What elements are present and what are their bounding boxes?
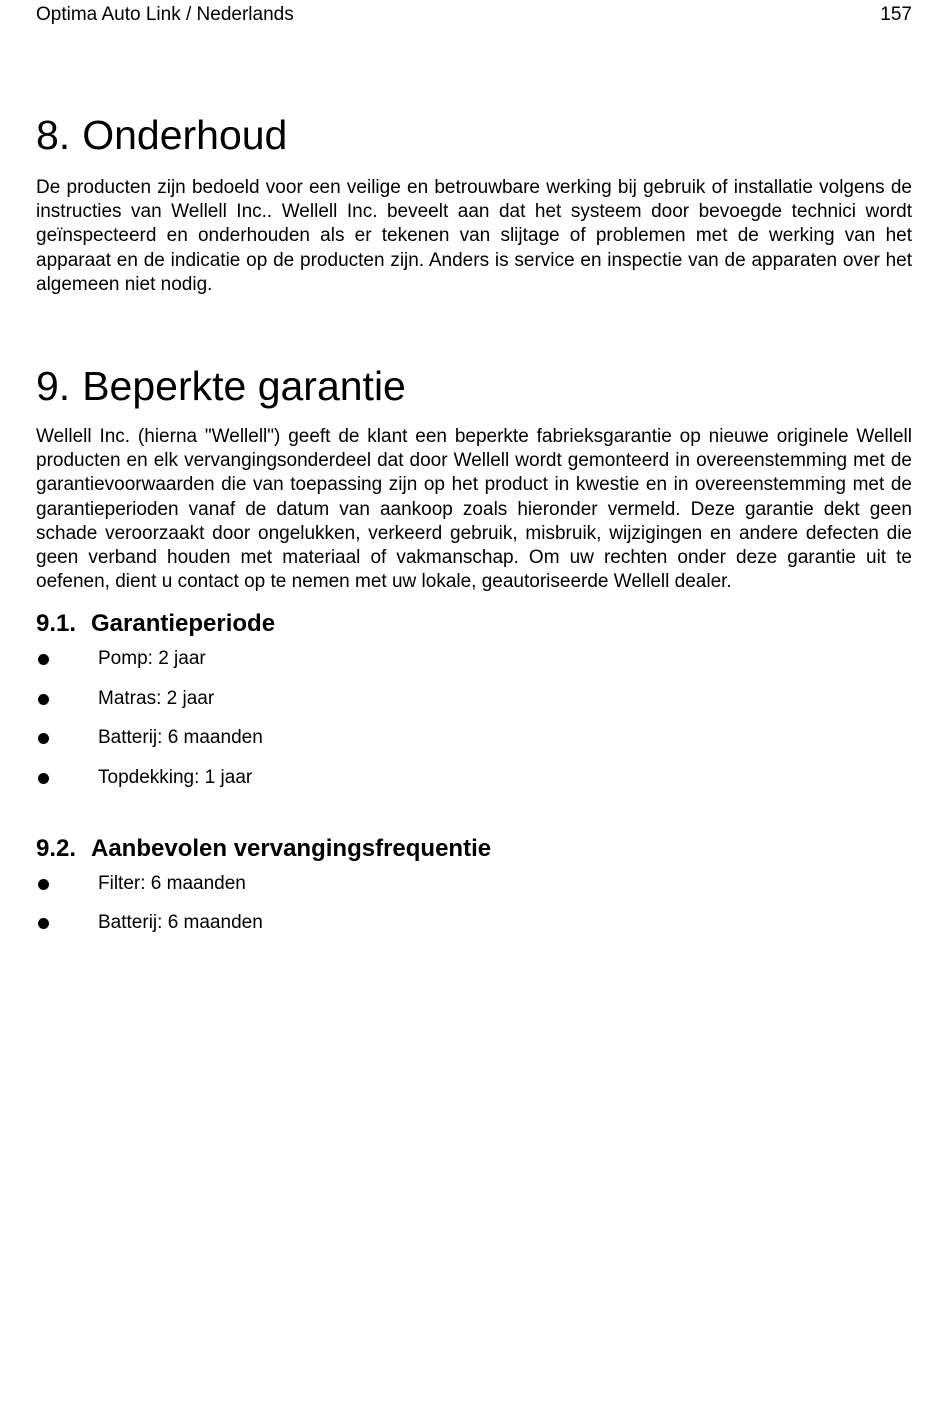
section-title: Beperkte garantie <box>82 363 406 410</box>
warranty-paragraph: Wellell Inc. (hierna "Wellell") geeft de klant een beperkte fabrieksgarantie op nieuwe originele Wellell producten en elk vervangingsonderdeel dat door Wellell wordt gemonteerd in overeenstemming met de garantievoorwaarden die van toepassing zijn op het product in kwestie en in overeenstemming met de garantieperioden vanaf de datum van aankoop zoals hieronder vermeld. Deze garantie dekt geen schade veroorzaakt door ongelukken, verkeerd gebruik, misbruik, wijzigingen en andere defecten die geen verband houden met materiaal of vakmanschap. Om uw rechten onder deze garantie uit te oefenen, dient u contact op te nemen met uw lokale, geautoriseerde Wellell dealer. <box>36 426 912 593</box>
section-limited-warranty <box>36 359 912 594</box>
subsection-number: 9.1. <box>36 610 77 638</box>
subsection-replacement-frequency <box>36 834 912 936</box>
section-heading-maintenance <box>36 108 912 162</box>
subsection-heading-warranty-period <box>36 609 912 639</box>
list-item <box>36 766 912 790</box>
section-maintenance <box>36 108 912 297</box>
replacement-frequency-list <box>36 872 912 936</box>
list-item <box>36 872 912 896</box>
section-title: Onderhoud <box>82 112 288 158</box>
list-item-text: Batterij: 6 maanden <box>98 912 263 934</box>
maintenance-paragraph: De producten zijn bedoeld voor een veilige en betrouwbare werking bij gebruik of installatie volgens de instructies van Wellell Inc.. Wellell Inc. beveelt aan dat het systeem door bevoegde technici wordt geïnspecteerd en onderhouden als er tekenen van slijtage of problemen met de werking van het apparaat en de indicatie op de producten zijn. Anders is service en inspectie van de apparaten over het algemeen niet nodig. <box>36 177 912 295</box>
subsection-title: Aanbevolen vervangingsfrequentie <box>91 834 492 862</box>
bullet-icon <box>38 733 49 744</box>
warranty-period-list <box>36 647 912 790</box>
list-item <box>36 911 912 935</box>
section-heading-warranty <box>36 359 912 413</box>
page-number: 157 <box>880 4 912 25</box>
bullet-icon <box>38 918 49 929</box>
subsection-number: 9.2. <box>36 834 77 862</box>
list-item-text: Matras: 2 jaar <box>98 687 215 709</box>
list-item <box>36 647 912 671</box>
page-content <box>36 108 912 951</box>
document-title: Optima Auto Link / Nederlands <box>36 4 294 25</box>
subsection-warranty-period <box>36 609 912 790</box>
subsection-title: Garantieperiode <box>91 610 276 638</box>
section-number: 8. <box>36 112 71 158</box>
bullet-icon <box>38 773 49 784</box>
bullet-icon <box>38 654 49 665</box>
page-header <box>36 2 912 28</box>
list-item-text: Batterij: 6 maanden <box>98 727 263 749</box>
list-item-text: Pomp: 2 jaar <box>98 648 206 670</box>
list-item-text: Filter: 6 maanden <box>98 872 246 894</box>
section-number: 9. <box>36 363 71 410</box>
subsection-heading-replacement-frequency <box>36 834 912 864</box>
list-item <box>36 726 912 750</box>
bullet-icon <box>38 879 49 890</box>
bullet-icon <box>38 694 49 705</box>
list-item-text: Topdekking: 1 jaar <box>98 766 253 788</box>
list-item <box>36 687 912 711</box>
